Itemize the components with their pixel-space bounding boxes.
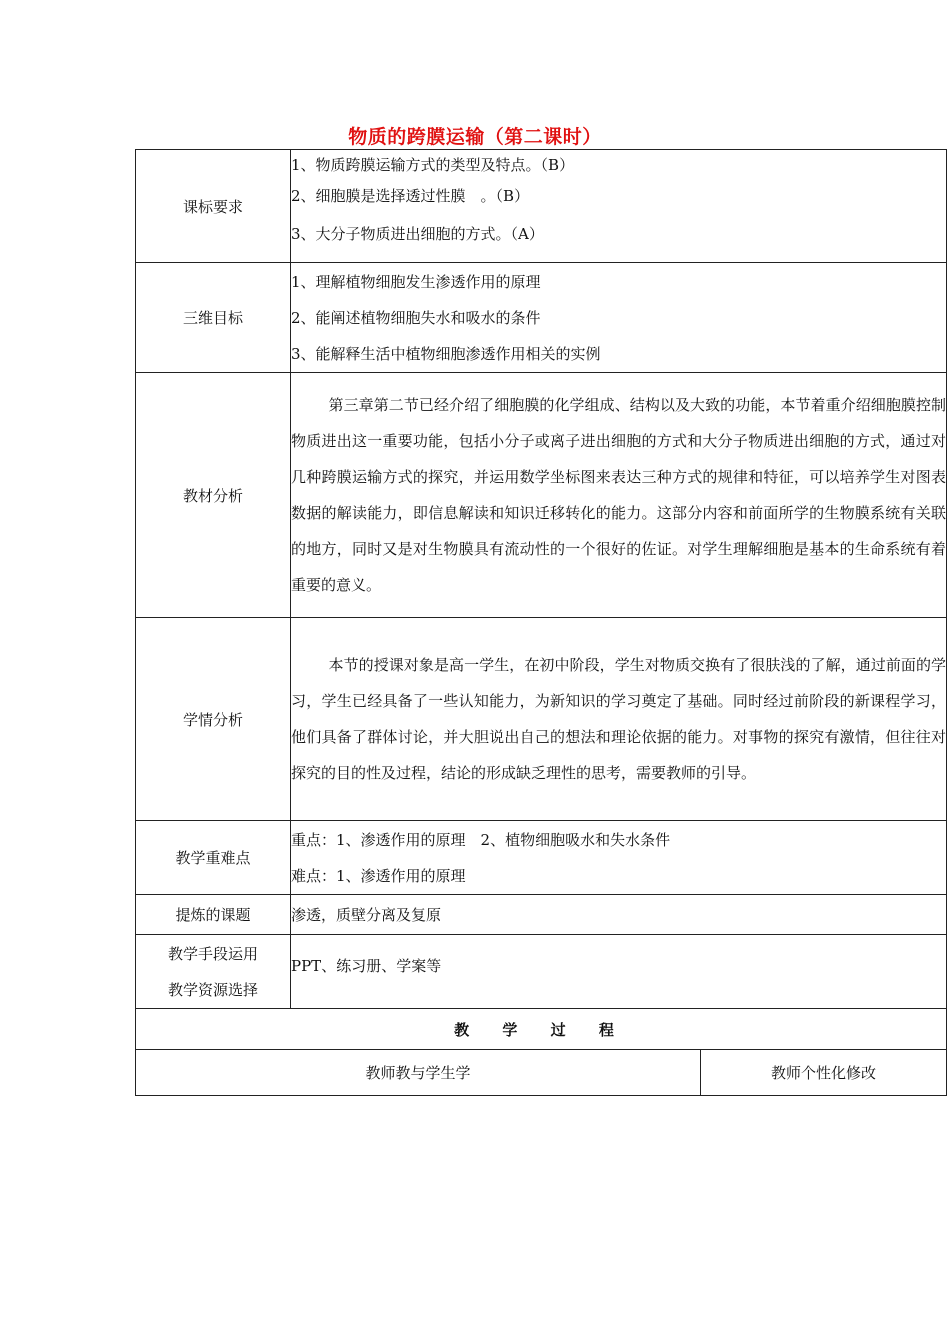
requirement-line: 1、物质跨膜运输方式的类型及特点。（B） bbox=[291, 156, 575, 174]
row-content: 渗透，质壁分离及复原 bbox=[291, 895, 947, 935]
label-line: 教学手段运用 bbox=[167, 944, 258, 963]
row-content bbox=[291, 821, 947, 895]
lesson-plan-table bbox=[135, 149, 947, 1096]
row-label: 教材分析 bbox=[136, 373, 291, 618]
row-textbook-analysis bbox=[136, 373, 947, 618]
row-label: 学情分析 bbox=[136, 618, 291, 821]
key-point-line: 重点：1、渗透作用的原理 2、植物细胞吸水和失水条件 bbox=[291, 830, 671, 849]
goal-line: 3、能解释生活中植物细胞渗透作用相关的实例 bbox=[291, 344, 601, 363]
requirement-line: 3、大分子物质进出细胞的方式。（A） bbox=[291, 225, 544, 243]
row-student-analysis bbox=[136, 618, 947, 821]
requirement-line: 2、细胞膜是选择透过性膜 。（B） bbox=[291, 187, 530, 205]
row-three-dimensional-goals bbox=[136, 263, 947, 373]
row-label: 课标要求 bbox=[136, 150, 291, 263]
row-refined-topic bbox=[136, 895, 947, 935]
teaching-process-heading: 教 学 过 程 bbox=[136, 1009, 947, 1050]
row-label: 提炼的课题 bbox=[136, 895, 291, 935]
goal-line: 1、理解植物细胞发生渗透作用的原理 bbox=[291, 272, 541, 291]
document-title: 物质的跨膜运输（第二课时） bbox=[348, 126, 602, 148]
row-label: 三维目标 bbox=[136, 263, 291, 373]
row-content: PPT、练习册、学案等 bbox=[291, 935, 947, 1009]
row-content bbox=[291, 263, 947, 373]
student-analysis-text: 本节的授课对象是高一学生，在初中阶段，学生对物质交换有了很肤浅的了解，通过前面的学习，学生已经具备了一些认知能力，为新知识的学习奠定了基础。同时经过前阶段的新课程学习，他们具备了群体讨论，并大胆说出自己的想法和理论依据的能力。对事物的探究有激情，但往往对探究的目的性及过程，结论的形成缺乏理性的思考，需要教师的引导。 bbox=[291, 656, 947, 782]
teacher-student-column-header: 教师教与学生学 bbox=[136, 1050, 701, 1096]
row-content bbox=[291, 618, 947, 821]
row-teaching-process-heading bbox=[136, 1009, 947, 1050]
textbook-analysis-text: 第三章第二节已经介绍了细胞膜的化学组成、结构以及大致的功能，本节着重介绍细胞膜控制物质进出这一重要功能，包括小分子或离子进出细胞的方式和大分子物质进出细胞的方式，通过对几种跨膜运输方式的探究，并运用数学坐标图来表达三种方式的规律和特征，可以培养学生对图表数据的解读能力，即信息解读和知识迁移转化的能力。这部分内容和前面所学的生物膜系统有关联的地方，同时又是对生物膜具有流动性的一个很好的佐证。对学生理解细胞是基本的生命系统有着重要的意义。 bbox=[291, 396, 947, 594]
goal-line: 2、能阐述植物细胞失水和吸水的条件 bbox=[291, 308, 541, 327]
row-curriculum-requirements bbox=[136, 150, 947, 263]
teacher-revision-column-header: 教师个性化修改 bbox=[701, 1050, 947, 1096]
row-content bbox=[291, 150, 947, 263]
row-key-difficult-points bbox=[136, 821, 947, 895]
row-label bbox=[136, 935, 291, 1009]
row-content bbox=[291, 373, 947, 618]
row-process-columns bbox=[136, 1050, 947, 1096]
row-label: 教学重难点 bbox=[136, 821, 291, 895]
label-line: 教学资源选择 bbox=[167, 980, 258, 999]
row-teaching-means-resources bbox=[136, 935, 947, 1009]
difficult-point-line: 难点：1、渗透作用的原理 bbox=[291, 866, 466, 885]
